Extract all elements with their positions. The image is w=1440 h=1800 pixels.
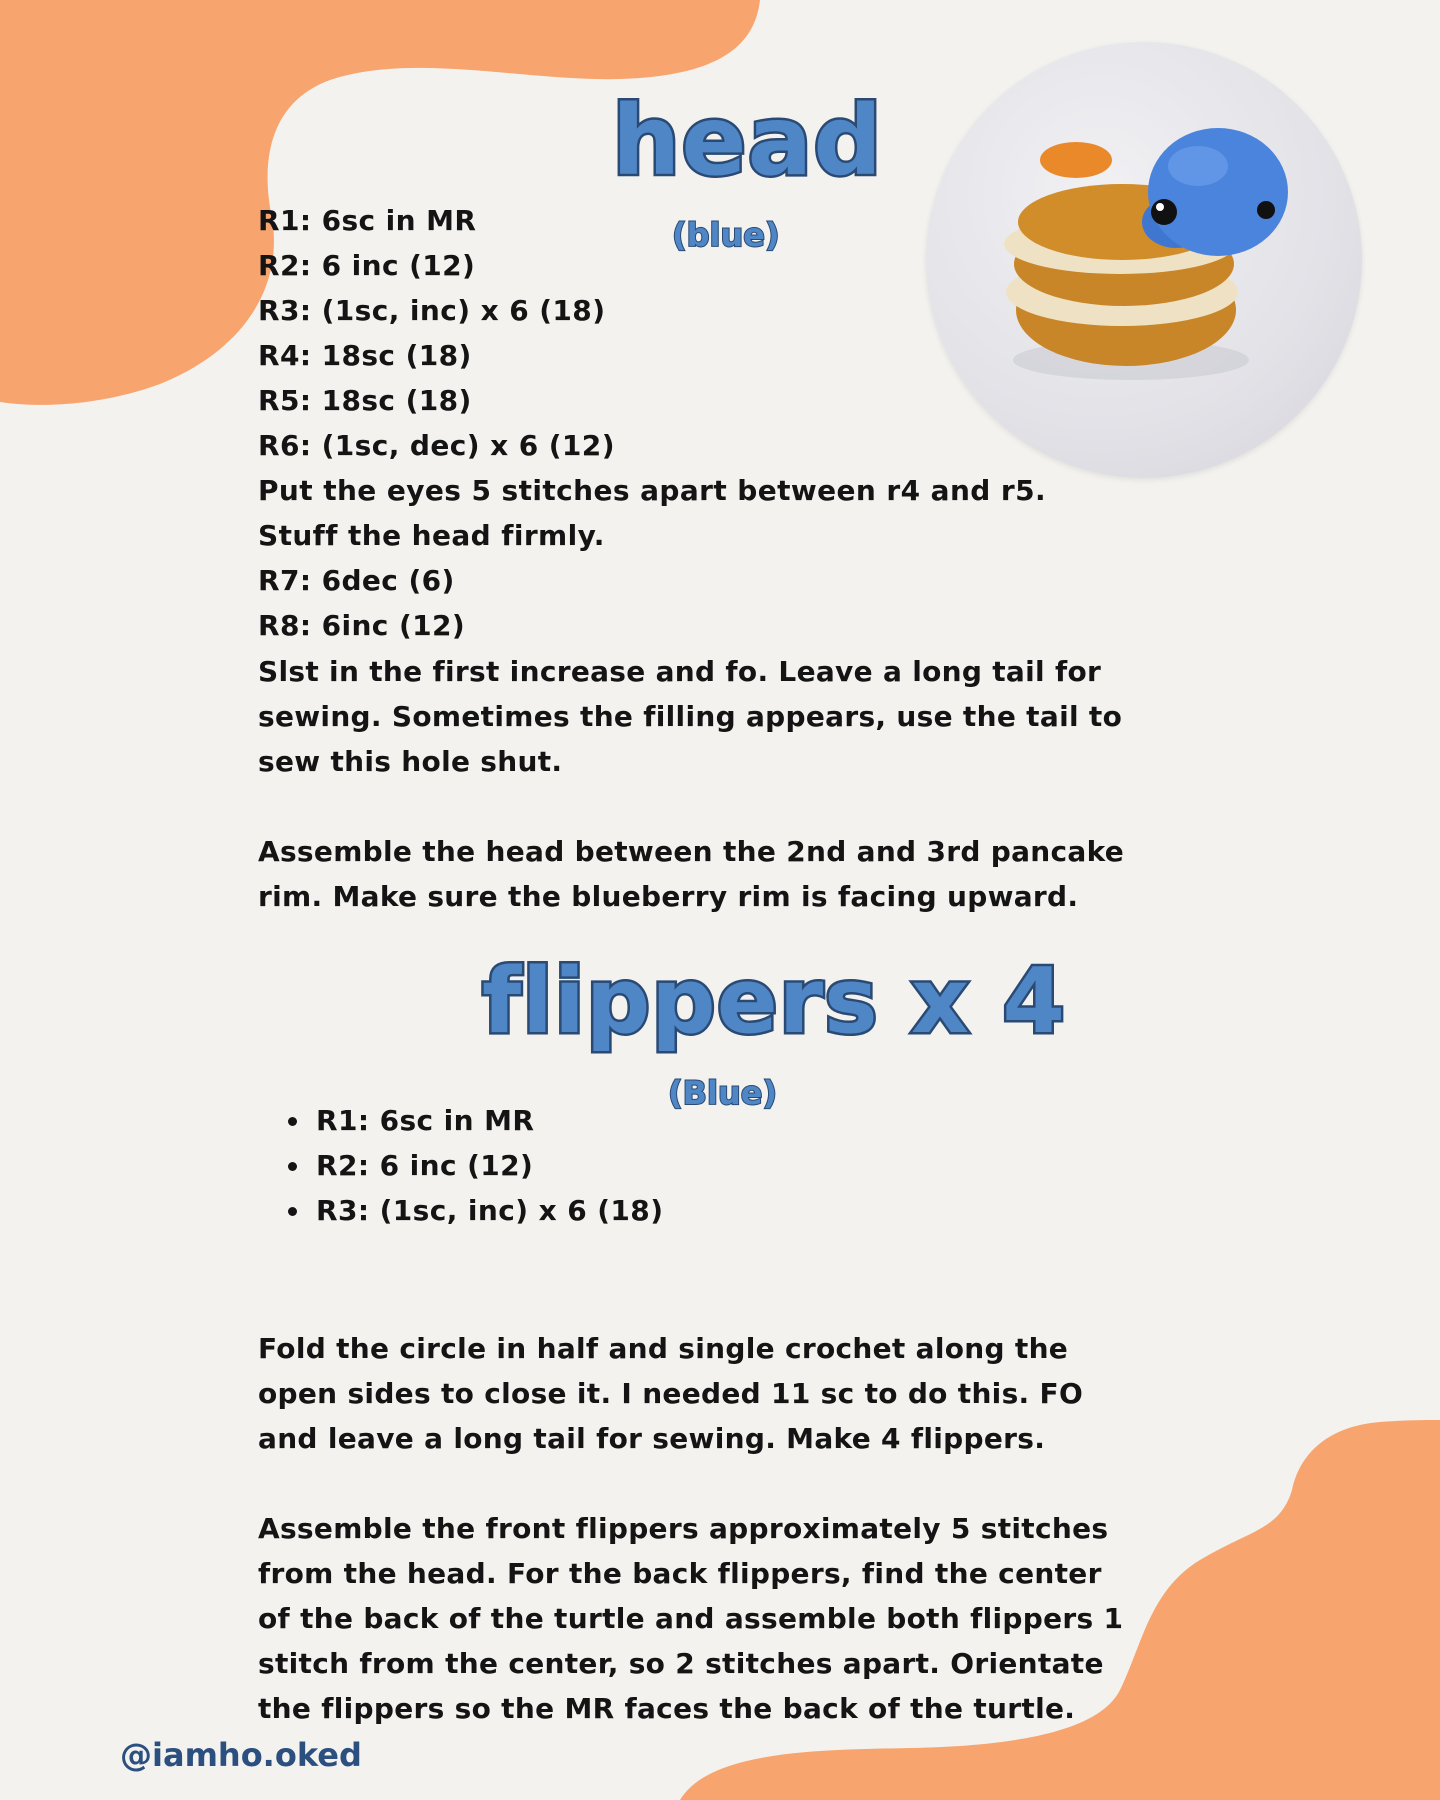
head-round-line: R5: 18sc (18) — [258, 384, 472, 417]
turtle-photo — [926, 42, 1362, 478]
flippers-assembly-paragraph: Assemble the front flippers approximately 5 stitches from the head. For the back flippers, find the center of the back of the turtle and assemble both flippers 1 stitch from the center, so 2 stitches apart. Orientate the flippers so the MR faces the back of the turtle. — [258, 1512, 1124, 1725]
head-instruction-line: Put the eyes 5 stitches apart between r4 and r5. — [258, 474, 1046, 507]
head-section-title: head — [612, 85, 883, 197]
crochet-pancake-turtle-photo-icon — [926, 42, 1362, 478]
head-round-line: R8: 6inc (12) — [258, 609, 466, 642]
author-handle: @iamho.oked — [120, 1736, 362, 1774]
flippers-round-item: • R3: (1sc, inc) x 6 (18) — [312, 1188, 663, 1233]
head-assembly-paragraph: Assemble the head between the 2nd and 3rd pancake rim. Make sure the blueberry rim is facing upward. — [258, 835, 1125, 913]
head-finish-paragraph: Slst in the first increase and fo. Leave a long tail for sewing. Sometimes the filling appears, use the tail to sew this hole shut. — [258, 655, 1123, 778]
head-instruction-line: Stuff the head firmly. — [258, 519, 605, 552]
head-round-line: R6: (1sc, dec) x 6 (12) — [258, 429, 615, 462]
head-round-line: R4: 18sc (18) — [258, 339, 472, 372]
head-round-line: R2: 6 inc (12) — [258, 249, 476, 282]
flippers-fold-paragraph: Fold the circle in half and single crochet along the open sides to close it. I needed 11 sc to do this. FO and leave a long tail for sewing. Make 4 flippers. — [258, 1332, 1084, 1455]
head-round-line: R1: 6sc in MR — [258, 204, 477, 237]
head-round-line: R3: (1sc, inc) x 6 (18) — [258, 294, 606, 327]
flippers-color-note: (Blue) — [668, 1074, 778, 1112]
flippers-round-item: • R1: 6sc in MR — [312, 1098, 663, 1143]
head-round-line: R7: 6dec (6) — [258, 564, 455, 597]
head-color-note: (blue) — [672, 216, 780, 254]
flippers-section-title: flippers x 4 — [482, 949, 1067, 1054]
flippers-round-list — [278, 1098, 663, 1233]
flippers-round-item: • R2: 6 inc (12) — [312, 1143, 663, 1188]
